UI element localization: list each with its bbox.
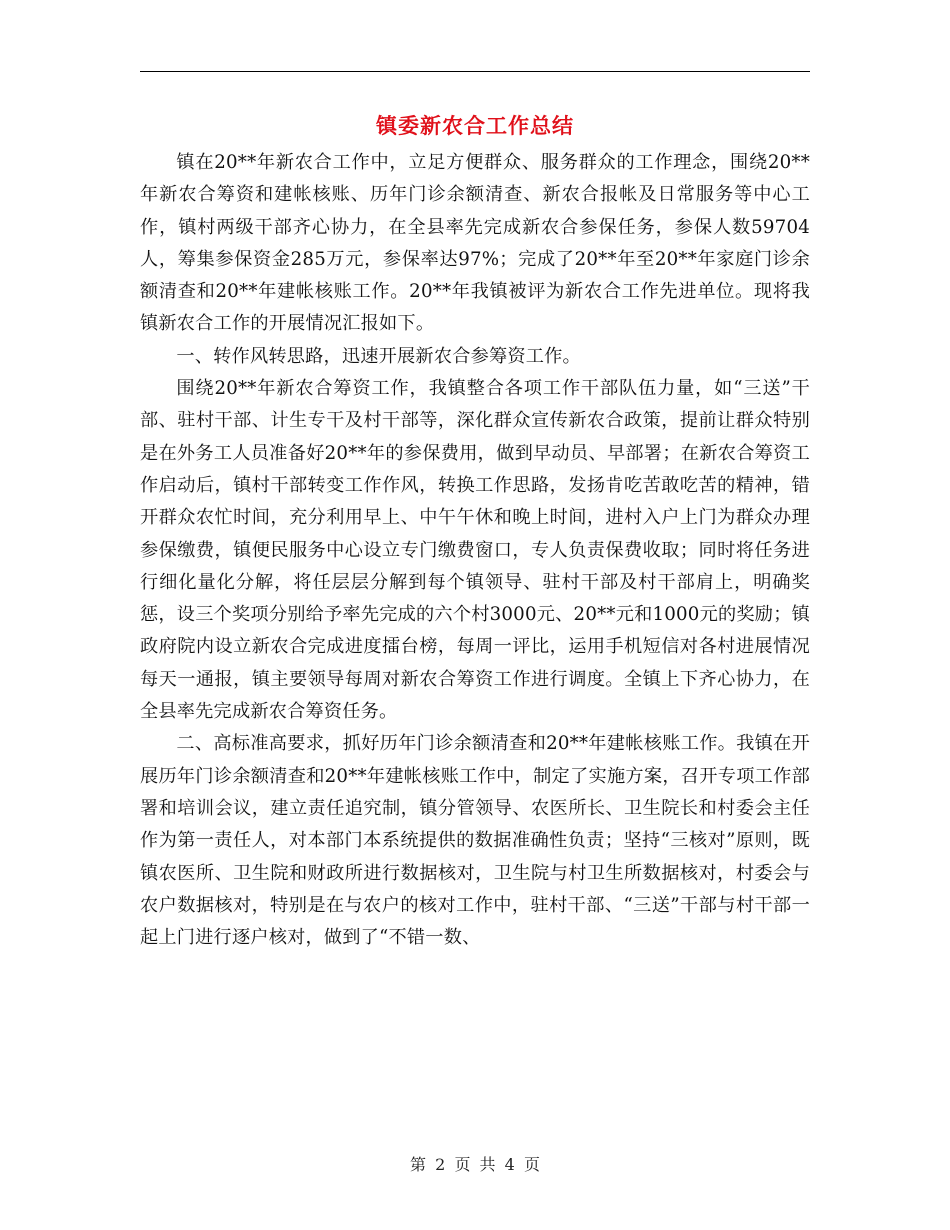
document-title: 镇委新农合工作总结 [376, 113, 574, 138]
footer-word: 第 [410, 1155, 427, 1174]
paragraph-intro: 镇在20**年新农合工作中，立足方便群众、服务群众的工作理念，围绕20**年新农合筹资和建帐核账、历年门诊余额清查、新农合报帐及日常服务等中心工作，镇村两级干部齐心协力，在全县率先完成新农合参保任务，参保人数59704人，筹集参保资金285万元，参保率达97%；完成了20**年至20**年家庭门诊余额清查和20**年建帐核账工作。20**年我镇被评为新农合工作先进单位。现将我镇新农合工作的开展情况汇报如下。 [140, 152, 810, 335]
page-total: 4 [504, 1155, 515, 1174]
paragraph-section-1-heading: 一、转作风转思路，迅速开展新农合参筹资工作。 [176, 345, 581, 367]
document-body [140, 147, 810, 954]
page-footer [140, 1153, 810, 1177]
paragraph-section-2: 二、高标准高要求，抓好历年门诊余额清查和20**年建帐核账工作。我镇在开展历年门诊余额清查和20**年建帐核账工作中，制定了实施方案，召开专项工作部署和培训会议，建立责任追究制，镇分管领导、农医所长、卫生院长和村委会主任作为第一责任人，对本部门本系统提供的数据准确性负责；坚持“三核对”原则，既镇农医所、卫生院和财政所进行数据核对，卫生院与村卫生所数据核对，村委会与农户数据核对，特别是在与农户的核对工作中，驻村干部、“三送”干部与村干部一起上门进行逐户核对，做到了“不错一数、 [140, 733, 810, 949]
footer-word: 页 [454, 1155, 471, 1174]
footer-word: 共 [479, 1155, 496, 1174]
paragraph-section-1-body: 围绕20**年新农合筹资工作，我镇整合各项工作干部队伍力量，如“三送”干部、驻村干部、计生专干及村干部等，深化群众宣传新农合政策，提前让群众特别是在外务工人员准备好20**年的参保费用，做到早动员、早部署；在新农合筹资工作启动后，镇村干部转变工作作风，转换工作思路，发扬肯吃苦敢吃苦的精神，错开群众农忙时间，充分利用早上、中午午休和晚上时间，进村入户上门为群众办理参保缴费，镇便民服务中心设立专门缴费窗口，专人负责保费收取；同时将任务进行细化量化分解，将任层层分解到每个镇领导、驻村干部及村干部肩上，明确奖惩，设三个奖项分别给予率先完成的六个村3000元、20**元和1000元的奖励；镇政府院内设立新农合完成进度擂台榜，每周一评比，运用手机短信对各村进展情况每天一通报，镇主要领导每周对新农合筹资工作进行调度。全镇上下齐心协力，在全县率先完成新农合筹资任务。 [140, 378, 810, 723]
footer-word: 页 [523, 1155, 540, 1174]
page-number: 2 [435, 1155, 446, 1174]
header-rule [140, 71, 810, 72]
